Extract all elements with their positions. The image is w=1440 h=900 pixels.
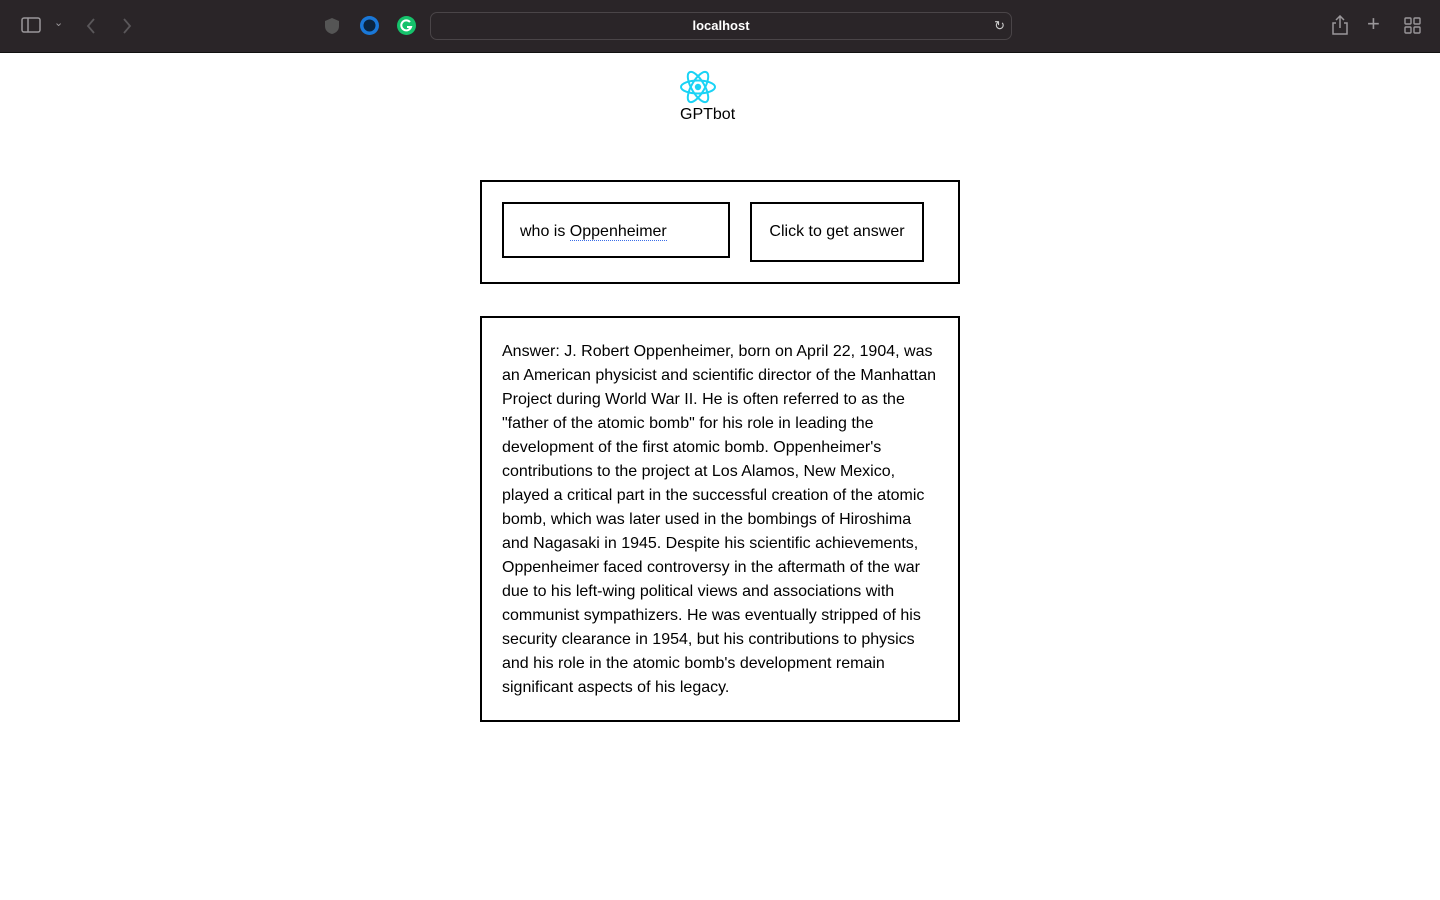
get-answer-button[interactable]: Click to get answer	[750, 202, 924, 262]
new-tab-icon[interactable]: +	[1367, 11, 1380, 36]
react-logo-icon	[679, 70, 717, 104]
browser-toolbar	[0, 0, 1440, 53]
grammarly-icon[interactable]	[396, 15, 417, 36]
question-input[interactable]	[502, 202, 730, 258]
question-form	[480, 180, 960, 284]
answer-text: Answer: J. Robert Oppenheimer, born on April 22, 1904, was an American physicist and scientific director of the Manhattan Project during World War II. He is often referred to as the "father of the atomic bomb" for his role in leading the development of the first atomic bomb. Oppenheimer's contributions to the project at Los Alamos, New Mexico, played a critical part in the successful creation of the atomic bomb, which was later used in the bombings of Hiroshima and Nagasaki in 1945. Despite his scientific achievements, Oppenheimer faced controversy in the aftermath of the war due to his left-wing political views and associations with communist sympathizers. He was eventually stripped of his security clearance in 1954, but his contributions to physics and his role in the atomic bomb's development remain significant aspects of his legacy.	[502, 343, 936, 696]
forward-icon[interactable]	[121, 17, 133, 35]
chevron-down-icon[interactable]: ⌄	[54, 17, 64, 29]
app-title: GPTbot	[680, 106, 736, 123]
address-bar[interactable]	[430, 12, 1012, 40]
url-text: localhost	[692, 18, 750, 33]
share-icon[interactable]	[1331, 15, 1349, 35]
back-icon[interactable]	[85, 17, 97, 35]
input-text: who is	[520, 223, 570, 240]
tab-overview-icon[interactable]	[1404, 17, 1421, 34]
answer-box	[480, 316, 960, 722]
input-text-spellcheck: Oppenheimer	[569, 223, 667, 240]
sidebar-toggle-icon[interactable]	[21, 17, 41, 33]
reload-icon[interactable]: ↻	[994, 18, 1005, 33]
adblock-extension-icon[interactable]	[359, 15, 380, 36]
privacy-shield-icon[interactable]	[324, 17, 340, 35]
